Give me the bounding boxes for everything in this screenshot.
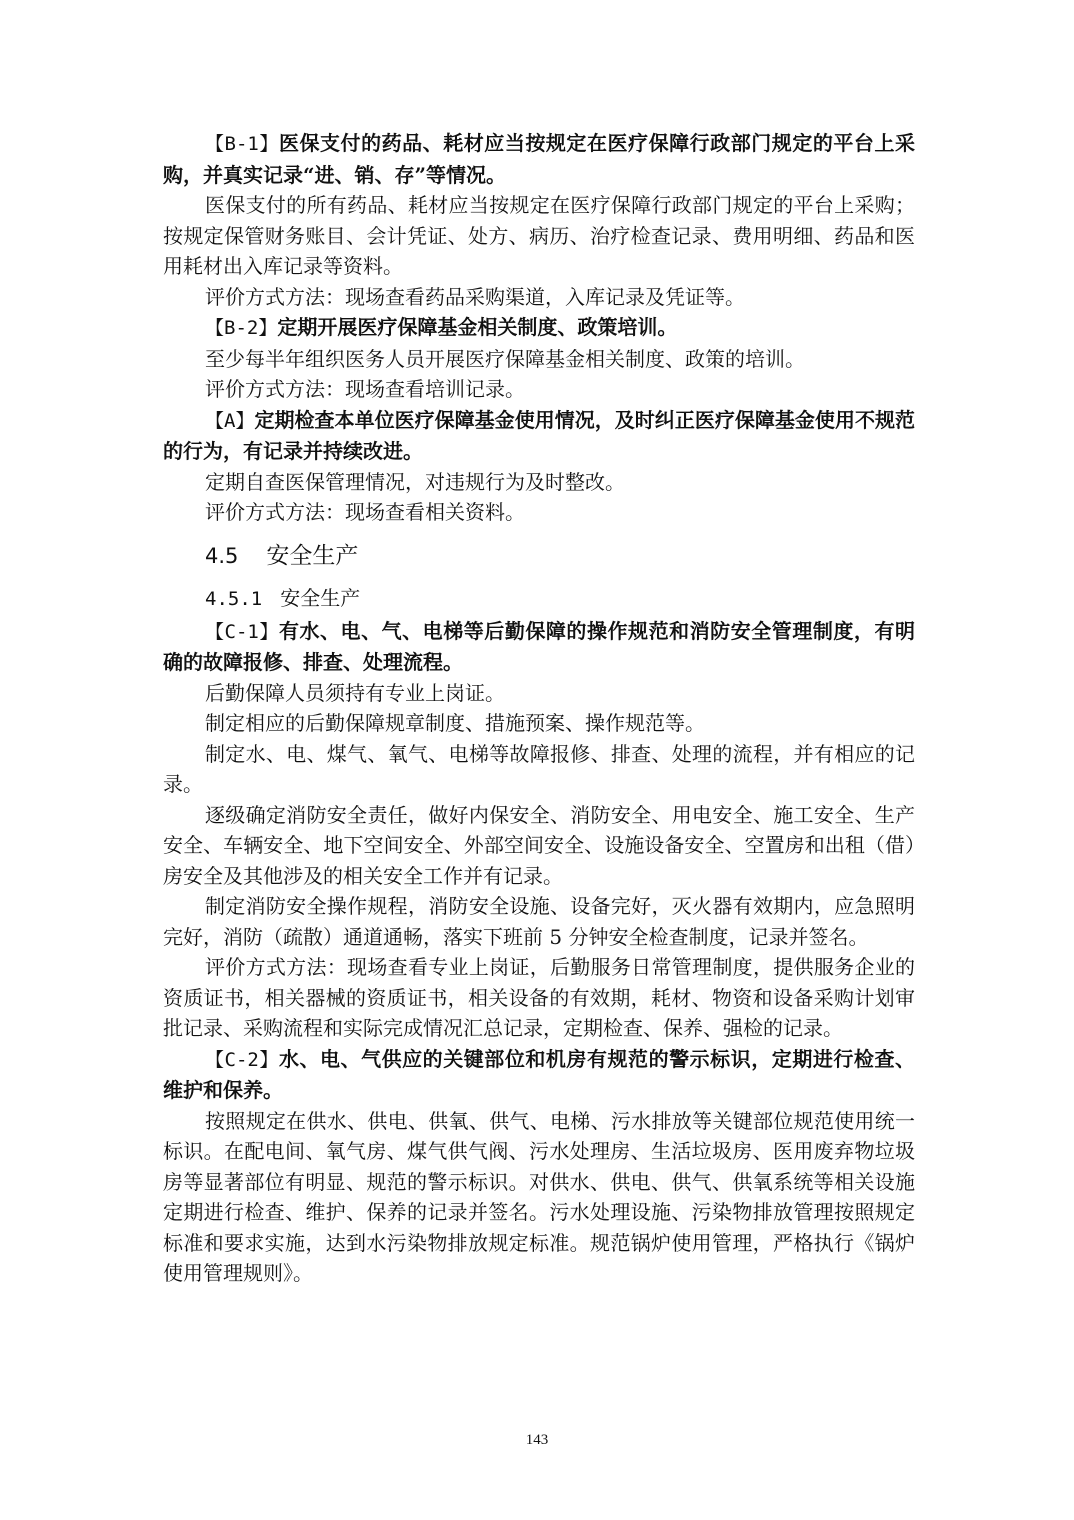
clause-a bbox=[163, 405, 915, 467]
paragraph: 至少每半年组织医务人员开展医疗保障基金相关制度、政策的培训。 bbox=[205, 346, 805, 371]
paragraph: 制定相应的后勤保障规章制度、措施预案、操作规范等。 bbox=[205, 711, 705, 735]
paragraph: 制定消防安全操作规程，消防安全设施、设备完好，灭火器有效期内，应急照明完好，消防（疏散）通道通畅，落实下班前 5 分钟安全检查制度，记录并签名。 bbox=[163, 894, 915, 949]
clause-code: 【B-2】 bbox=[205, 317, 278, 339]
clause-text: 定期检查本单位医疗保障基金使用情况，及时纠正医疗保障基金使用不规范的行为，有记录并持续改进。 bbox=[163, 407, 915, 463]
clause-text: 定期开展医疗保障基金相关制度、政策培训。 bbox=[277, 315, 678, 339]
clause-code: 【A】 bbox=[205, 409, 255, 432]
clause-b1 bbox=[163, 128, 915, 190]
section-title: 安全生产 bbox=[266, 542, 359, 569]
paragraph: 评价方式方法：现场查看专业上岗证，后勤服务日常管理制度，提供服务企业的资质证书，相关器械的资质证书，相关设备的有效期，耗材、物资和设备采购计划审批记录、采购流程和实际完成情况汇总记录，定期检查、保养、强检的记录。 bbox=[163, 955, 915, 1040]
clause-c1 bbox=[163, 616, 915, 678]
paragraph: 评价方式方法：现场查看相关资料。 bbox=[205, 500, 525, 524]
clause-code: 【C-2】 bbox=[205, 1048, 279, 1071]
subsection-title: 安全生产 bbox=[280, 585, 361, 610]
clause-text: 水、电、气供应的关键部位和机房有规范的警示标识，定期进行检查、维护和保养。 bbox=[163, 1046, 916, 1102]
clause-code: 【B-1】 bbox=[205, 133, 279, 155]
subsection-heading bbox=[163, 582, 915, 616]
paragraph: 评价方式方法：现场查看药品采购渠道，入库记录及凭证等。 bbox=[205, 284, 745, 309]
page-number: 143 bbox=[525, 1432, 549, 1448]
paragraph: 评价方式方法：现场查看培训记录。 bbox=[205, 377, 525, 401]
subsection-number: 4.5.1 bbox=[205, 587, 263, 610]
paragraph: 按照规定在供水、供电、供氧、供气、电梯、污水排放等关键部位规范使用统一标识。在配电间、氧气房、煤气供气阀、污水处理房、生活垃圾房、医用废弃物垃圾房等显著部位有明显、规范的警示标识。对供水、供电、供气、供氧系统等相关设施定期进行检查、维护、保养的记录并签名。污水处理设施、污染物排放管理按照规定标准和要求实施，达到水污染物排放规定标准。规范锅炉使用管理，严格执行《锅炉使用管理规则》。 bbox=[163, 1108, 915, 1285]
paragraph: 医保支付的所有药品、耗材应当按规定在医疗保障行政部门规定的平台上采购；按规定保管财务账目、会计凭证、处方、病历、治疗检查记录、费用明细、药品和医用耗材出入库记录等资料。 bbox=[163, 193, 915, 278]
paragraph: 定期自查医保管理情况，对违规行为及时整改。 bbox=[205, 469, 625, 494]
clause-code: 【C-1】 bbox=[205, 620, 279, 643]
page-content bbox=[163, 128, 915, 1289]
section-heading bbox=[163, 538, 915, 574]
paragraph: 逐级确定消防安全责任，做好内保安全、消防安全、用电安全、施工安全、生产安全、车辆安全、地下空间安全、外部空间安全、设施设备安全、空置房和出租（借）房安全及其他涉及的相关安全工作并有记录。 bbox=[163, 802, 915, 888]
paragraph: 后勤保障人员须持有专业上岗证。 bbox=[205, 680, 505, 705]
clause-text: 医保支付的药品、耗材应当按规定在医疗保障行政部门规定的平台上采购，并真实记录“进、销、存”等情况。 bbox=[163, 131, 916, 187]
clause-text: 有水、电、气、电梯等后勤保障的操作规范和消防安全管理制度，有明确的故障报修、排查、处理流程。 bbox=[163, 618, 916, 674]
section-number: 4.5 bbox=[205, 543, 239, 568]
clause-b2 bbox=[163, 312, 915, 344]
paragraph: 制定水、电、煤气、氧气、电梯等故障报修、排查、处理的流程，并有相应的记录。 bbox=[163, 741, 915, 796]
clause-c2 bbox=[163, 1044, 915, 1106]
